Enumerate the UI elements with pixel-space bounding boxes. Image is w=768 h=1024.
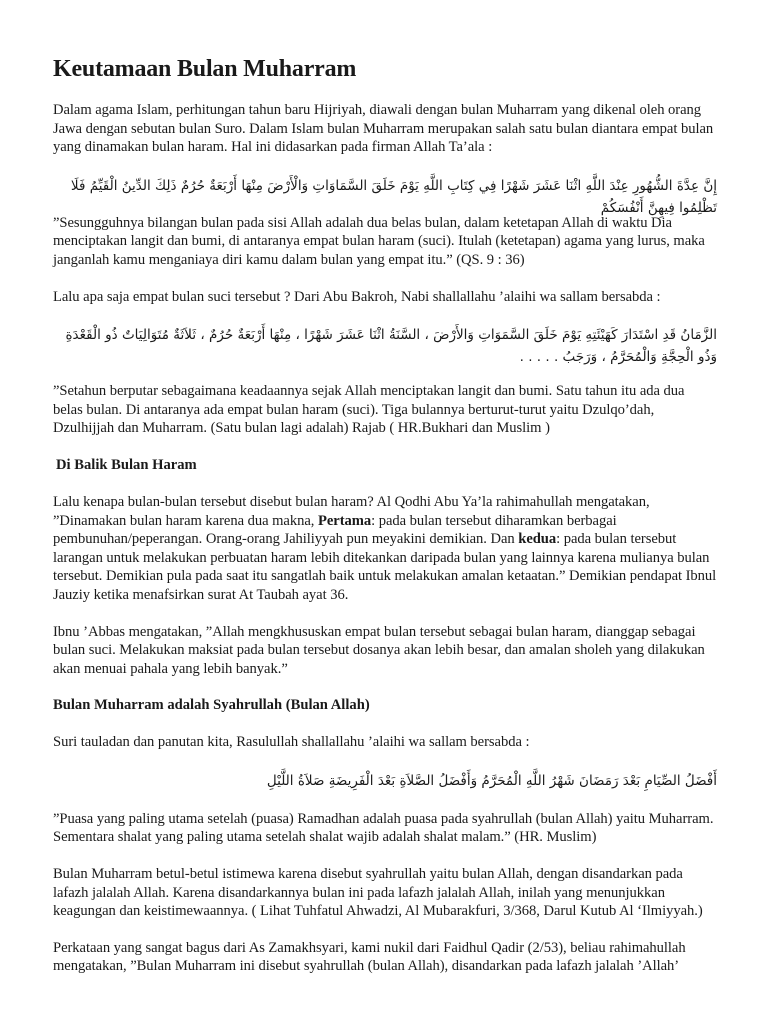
haram-explanation-paragraph bbox=[53, 493, 717, 605]
bold-kedua: kedua bbox=[518, 531, 557, 548]
intro-paragraph: Dalam agama Islam, perhitungan tahun baru Hijriyah, diawali dengan bulan Muharram yang dikenal oleh orang Jawa dengan sebutan bulan Suro. Dalam Islam bulan Muharram merupakan salah satu bulan diantara empat bulan yang dinamakan bulan haram. Hal ini didasarkan pada firman Allah Ta’ala : bbox=[53, 102, 714, 156]
arabic-verse-quran: إِنَّ عِدَّةَ الشُّهُورِ عِنْدَ اللَّهِ اثْنَا عَشَرَ شَهْرًا فِي كِتَابِ اللَّهِ يَوْمَ خَلَقَ السَّمَاوَاتِ وَالْأَرْضَ مِنْهَا أَرْبَعَةٌ حُرُمٌ ذَلِكَ الدِّينُ الْقَيِّمُ فَلَا تَظْلِمُوا فِيهِنَّ أَنْفُسَكُمْ bbox=[70, 177, 717, 216]
text-segment: : pada bulan tersebut diharamkan berbagai pembunuhan/peperangan. Orang-orang Jahiliyyah pun meyakini demikian. Dan bbox=[53, 512, 617, 548]
bold-pertama: Pertama bbox=[317, 512, 372, 529]
syahrullah-paragraph: Bulan Muharram betul-betul istimewa karena disebut syahrullah yaitu bulan Allah, dengan disandarkan pada lafazh jalalah Allah. Karena disandarkannya bulan ini pada lafazh jalalah Allah, inilah yang menunjukkan keagungan dan keistimewaannya. ( Lihat Tuhfatul Ahwadzi, Al Mubarakfuri, 3/368, Darul Kutub Al ‘Ilmiyyah.) bbox=[53, 866, 703, 920]
ibnu-abbas-paragraph: Ibnu ’Abbas mengatakan, ”Allah mengkhususkan empat bulan tersebut sebagai bulan haram, dianggap sebagai bulan suci. Melakukan maksiat pada bulan tersebut dosanya akan lebih besar, dan amalan sholeh yang dilakukan akan menuai pahala yang lebih banyak.” bbox=[53, 623, 705, 677]
hadith-intro: Lalu apa saja empat bulan suci tersebut ? Dari Abu Bakroh, Nabi shallallahu ’alaihi wa sallam bersabda : bbox=[53, 288, 661, 305]
text-segment: : pada bulan tersebut larangan untuk melakukan perbuatan haram lebih ditekankan daripada bulan yang lainnya karena mulianya bulan tersebut. Demikian pula pada saat itu sangatlah baik untuk melakukan amalan ketaatan.” Demikian pendapat Ibnul Jauziy ketika menafsirkan surat At Taubah ayat 36. bbox=[53, 531, 717, 603]
section-heading-syahrullah: Bulan Muharram adalah Syahrullah (Bulan Allah) bbox=[53, 697, 370, 714]
arabic-hadith-months: الزَّمَانُ قَدِ اسْتَدَارَ كَهَيْئَتِهِ يَوْمَ خَلَقَ السَّمَوَاتِ وَالأَرْضَ ، السَّنَةُ اثْنَا عَشَرَ شَهْرًا ، مِنْهَا أَرْبَعَةٌ حُرُمٌ ، ثَلاَثَةٌ مُتَوَالِيَاتٌ ذُو الْقَعْدَةِ وَذُو الْحِجَّةِ وَالْمُحَرَّمُ ، وَرَجَبُ . . . . . bbox=[65, 327, 717, 366]
arabic-hadith-fasting: أَفْضَلُ الصِّيَامِ بَعْدَ رَمَضَانَ شَهْرُ اللَّهِ الْمُحَرَّمُ وَأَفْضَلُ الصَّلاَةِ بَعْدَ الْفَرِيضَةِ صَلاَةُ اللَّيْلِ bbox=[266, 772, 717, 789]
page-title: Keutamaan Bulan Muharram bbox=[53, 56, 357, 82]
document-page bbox=[53, 54, 717, 994]
section-heading-balik: Di Balik Bulan Haram bbox=[56, 456, 197, 473]
hadith-translation: ”Setahun berputar sebagaimana keadaannya sejak Allah menciptakan langit dan bumi. Satu tahun itu ada dua belas bulan. Di antaranya ada empat bulan haram (suci). Tiga bulannya berturut-turut yaitu Dzulqo’dah, Dzulhijjah dan Muharram. (Satu bulan lagi adalah) Rajab ( HR.Bukhari dan Muslim ) bbox=[53, 383, 685, 437]
text-segment: Lalu kenapa bulan-bulan tersebut disebut bulan haram? Al Qodhi Abu Ya’la rahimahullah mengatakan, ”Dinamakan bulan haram karena dua makna, bbox=[53, 493, 650, 529]
fasting-translation: ”Puasa yang paling utama setelah (puasa) Ramadhan adalah puasa pada syahrullah (bulan Allah) yaitu Muharram. Sementara shalat yang paling utama setelah shalat wajib adalah shalat malam.” (HR. Muslim) bbox=[53, 810, 714, 846]
verse-translation: ”Sesungguhnya bilangan bulan pada sisi Allah adalah dua belas bulan, dalam ketetapan Allah di waktu Dia menciptakan langit dan bumi, di antaranya empat bulan haram (suci). Itulah (ketetapan) agama yang lurus, maka janganlah kamu menganiaya diri kamu dalam bulan yang empat itu.” (QS. 9 : 36) bbox=[53, 214, 705, 268]
zamakhsyari-paragraph: Perkataan yang sangat bagus dari As Zamakhsyari, kami nukil dari Faidhul Qadir (2/53), beliau rahimahullah mengatakan, ”Bulan Muharram ini disebut syahrullah (bulan Allah), disandarkan pada lafazh jalalah ’Allah’ bbox=[53, 939, 686, 975]
hadith-intro-2: Suri tauladan dan panutan kita, Rasulullah shallallahu ’alaihi wa sallam bersabda : bbox=[53, 734, 530, 751]
